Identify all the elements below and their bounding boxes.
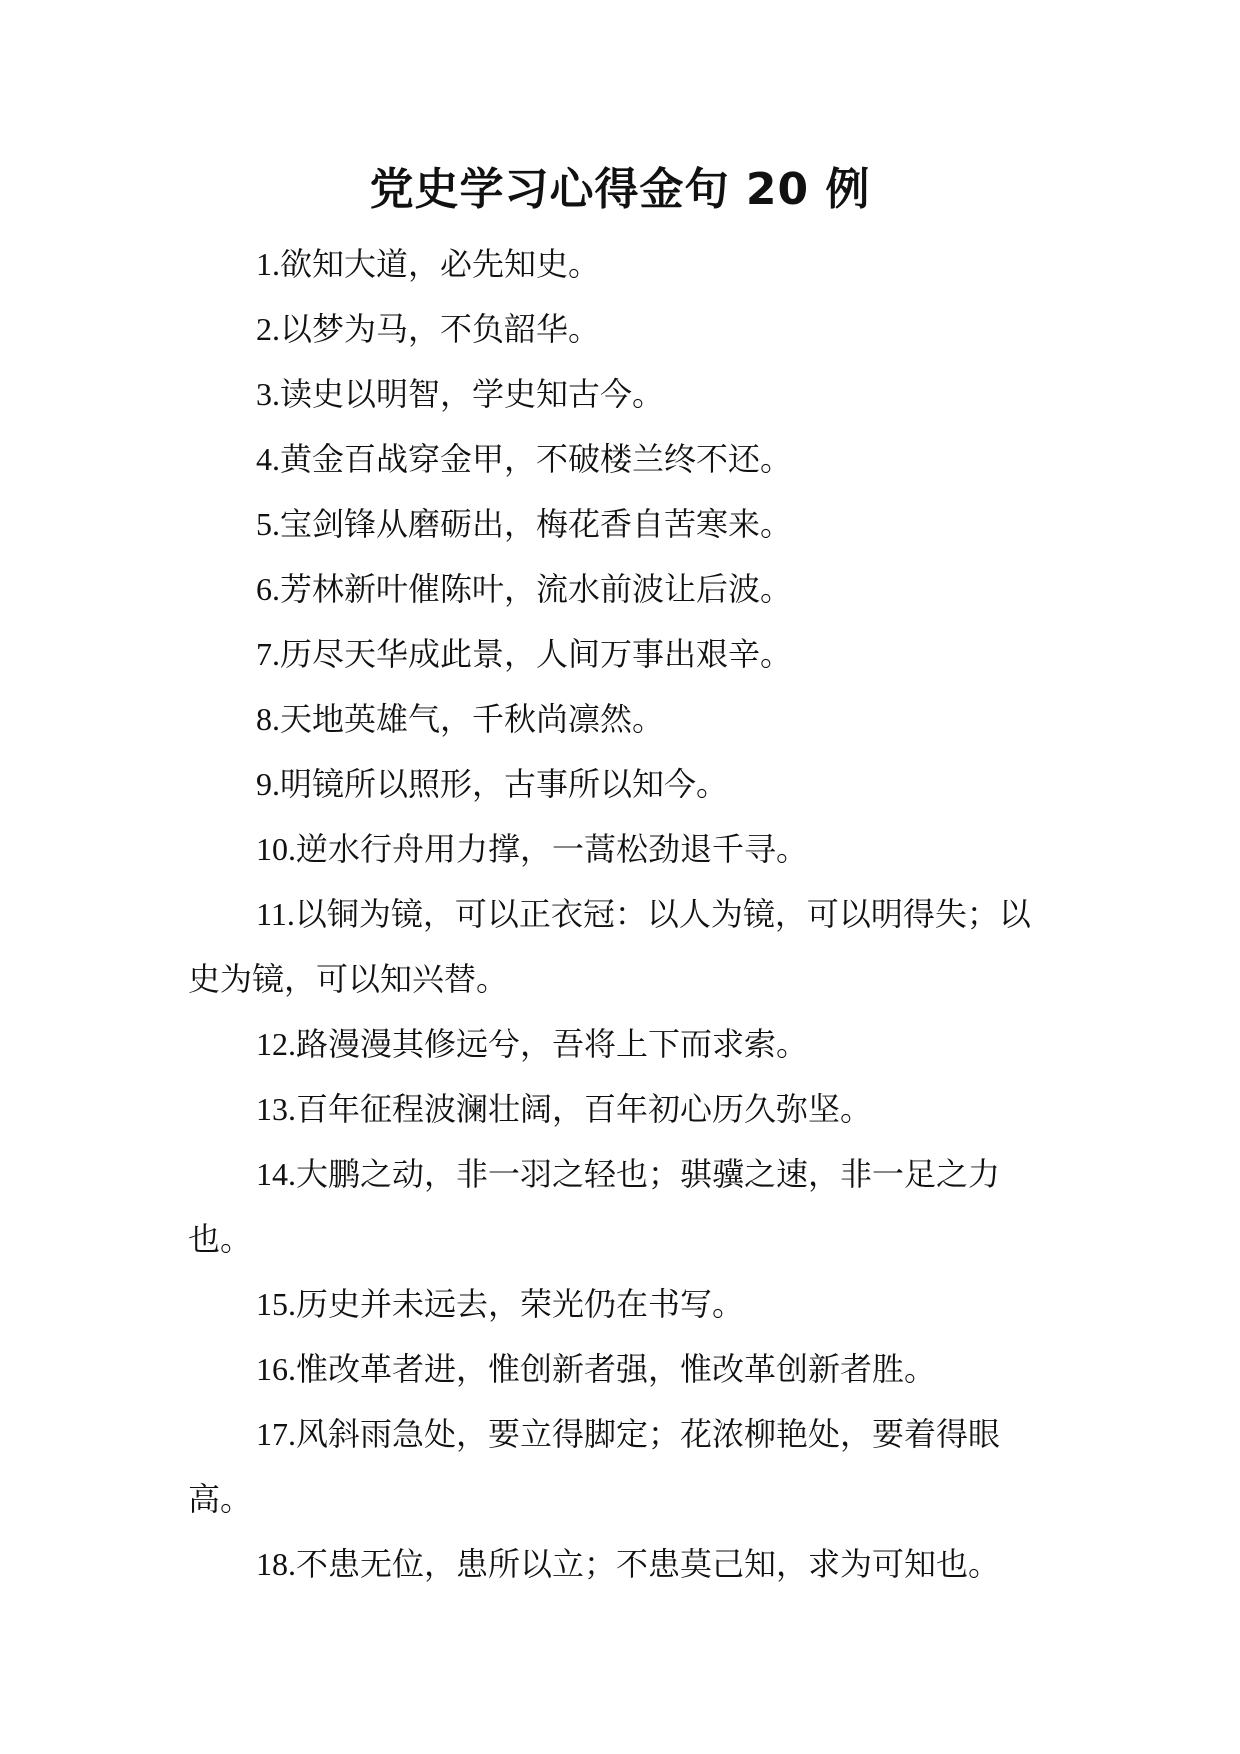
quote-number: 13. [256,1091,296,1127]
quote-item [188,232,1060,297]
quote-number: 2. [256,311,280,347]
quote-number: 6. [256,571,280,607]
quote-number: 15. [256,1286,296,1322]
quote-item [188,362,1060,427]
quote-item [188,492,1060,557]
quote-text: 宝剑锋从磨砺出，梅花香自苦寒来。 [280,505,793,543]
quote-number: 3. [256,376,280,412]
quote-item [188,557,1060,622]
quote-text: 黄金百战穿金甲，不破楼兰终不还。 [280,440,793,478]
quote-item [188,427,1060,492]
quote-item [188,1012,1060,1077]
quote-text: 读史以明智，学史知古今。 [280,375,665,413]
quote-number: 1. [256,246,280,282]
quote-text: 百年征程波澜壮阔，百年初心历久弥坚。 [296,1090,873,1128]
quote-number: 11. [256,896,295,932]
quote-number: 17. [256,1416,296,1452]
quote-text: 历史并未远去，荣光仍在书写。 [296,1285,745,1323]
quote-number: 14. [256,1156,296,1192]
quote-item [188,1077,1060,1142]
quote-text: 风斜雨急处，要立得脚定；花浓柳艳处，要着得眼高。 [188,1415,1001,1518]
quote-text: 以梦为马，不负韶华。 [280,310,601,348]
quote-number: 5. [256,506,280,542]
quote-number: 9. [256,766,280,802]
quote-item [188,1142,1060,1272]
quote-text: 路漫漫其修远兮，吾将上下而求索。 [296,1025,809,1063]
quote-number: 8. [256,701,280,737]
quote-text: 芳林新叶催陈叶，流水前波让后波。 [280,570,793,608]
quote-item [188,1402,1060,1532]
quote-number: 4. [256,441,280,477]
quote-list [188,232,1060,1597]
quote-text: 不患无位，患所以立；不患莫己知，求为可知也。 [296,1545,1001,1583]
quote-item [188,752,1060,817]
quote-text: 以铜为镜，可以正衣冠：以人为镜，可以明得失；以史为镜，可以知兴替。 [188,895,1031,998]
quote-item [188,687,1060,752]
quote-item [188,297,1060,362]
quote-number: 16. [256,1351,296,1387]
quote-item [188,817,1060,882]
quote-text: 逆水行舟用力撑，一蒿松劲退千寻。 [296,830,809,868]
quote-text: 惟改革者进，惟创新者强，惟改革创新者胜。 [296,1350,937,1388]
quote-item [188,1532,1060,1597]
quote-item [188,882,1060,1012]
quote-text: 天地英雄气，千秋尚凛然。 [280,700,665,738]
quote-item [188,622,1060,687]
quote-number: 12. [256,1026,296,1062]
quote-text: 历尽天华成此景，人间万事出艰辛。 [280,635,793,673]
quote-text: 明镜所以照形，古事所以知今。 [280,765,729,803]
quote-text: 大鹏之动，非一羽之轻也；骐骥之速，非一足之力也。 [188,1155,1001,1258]
quote-number: 18. [256,1546,296,1582]
quote-number: 7. [256,636,280,672]
quote-item [188,1272,1060,1337]
quote-text: 欲知大道，必先知史。 [280,245,601,283]
document-title: 党史学习心得金句 20 例 [369,164,871,215]
quote-number: 10. [256,831,296,867]
quote-item [188,1337,1060,1402]
